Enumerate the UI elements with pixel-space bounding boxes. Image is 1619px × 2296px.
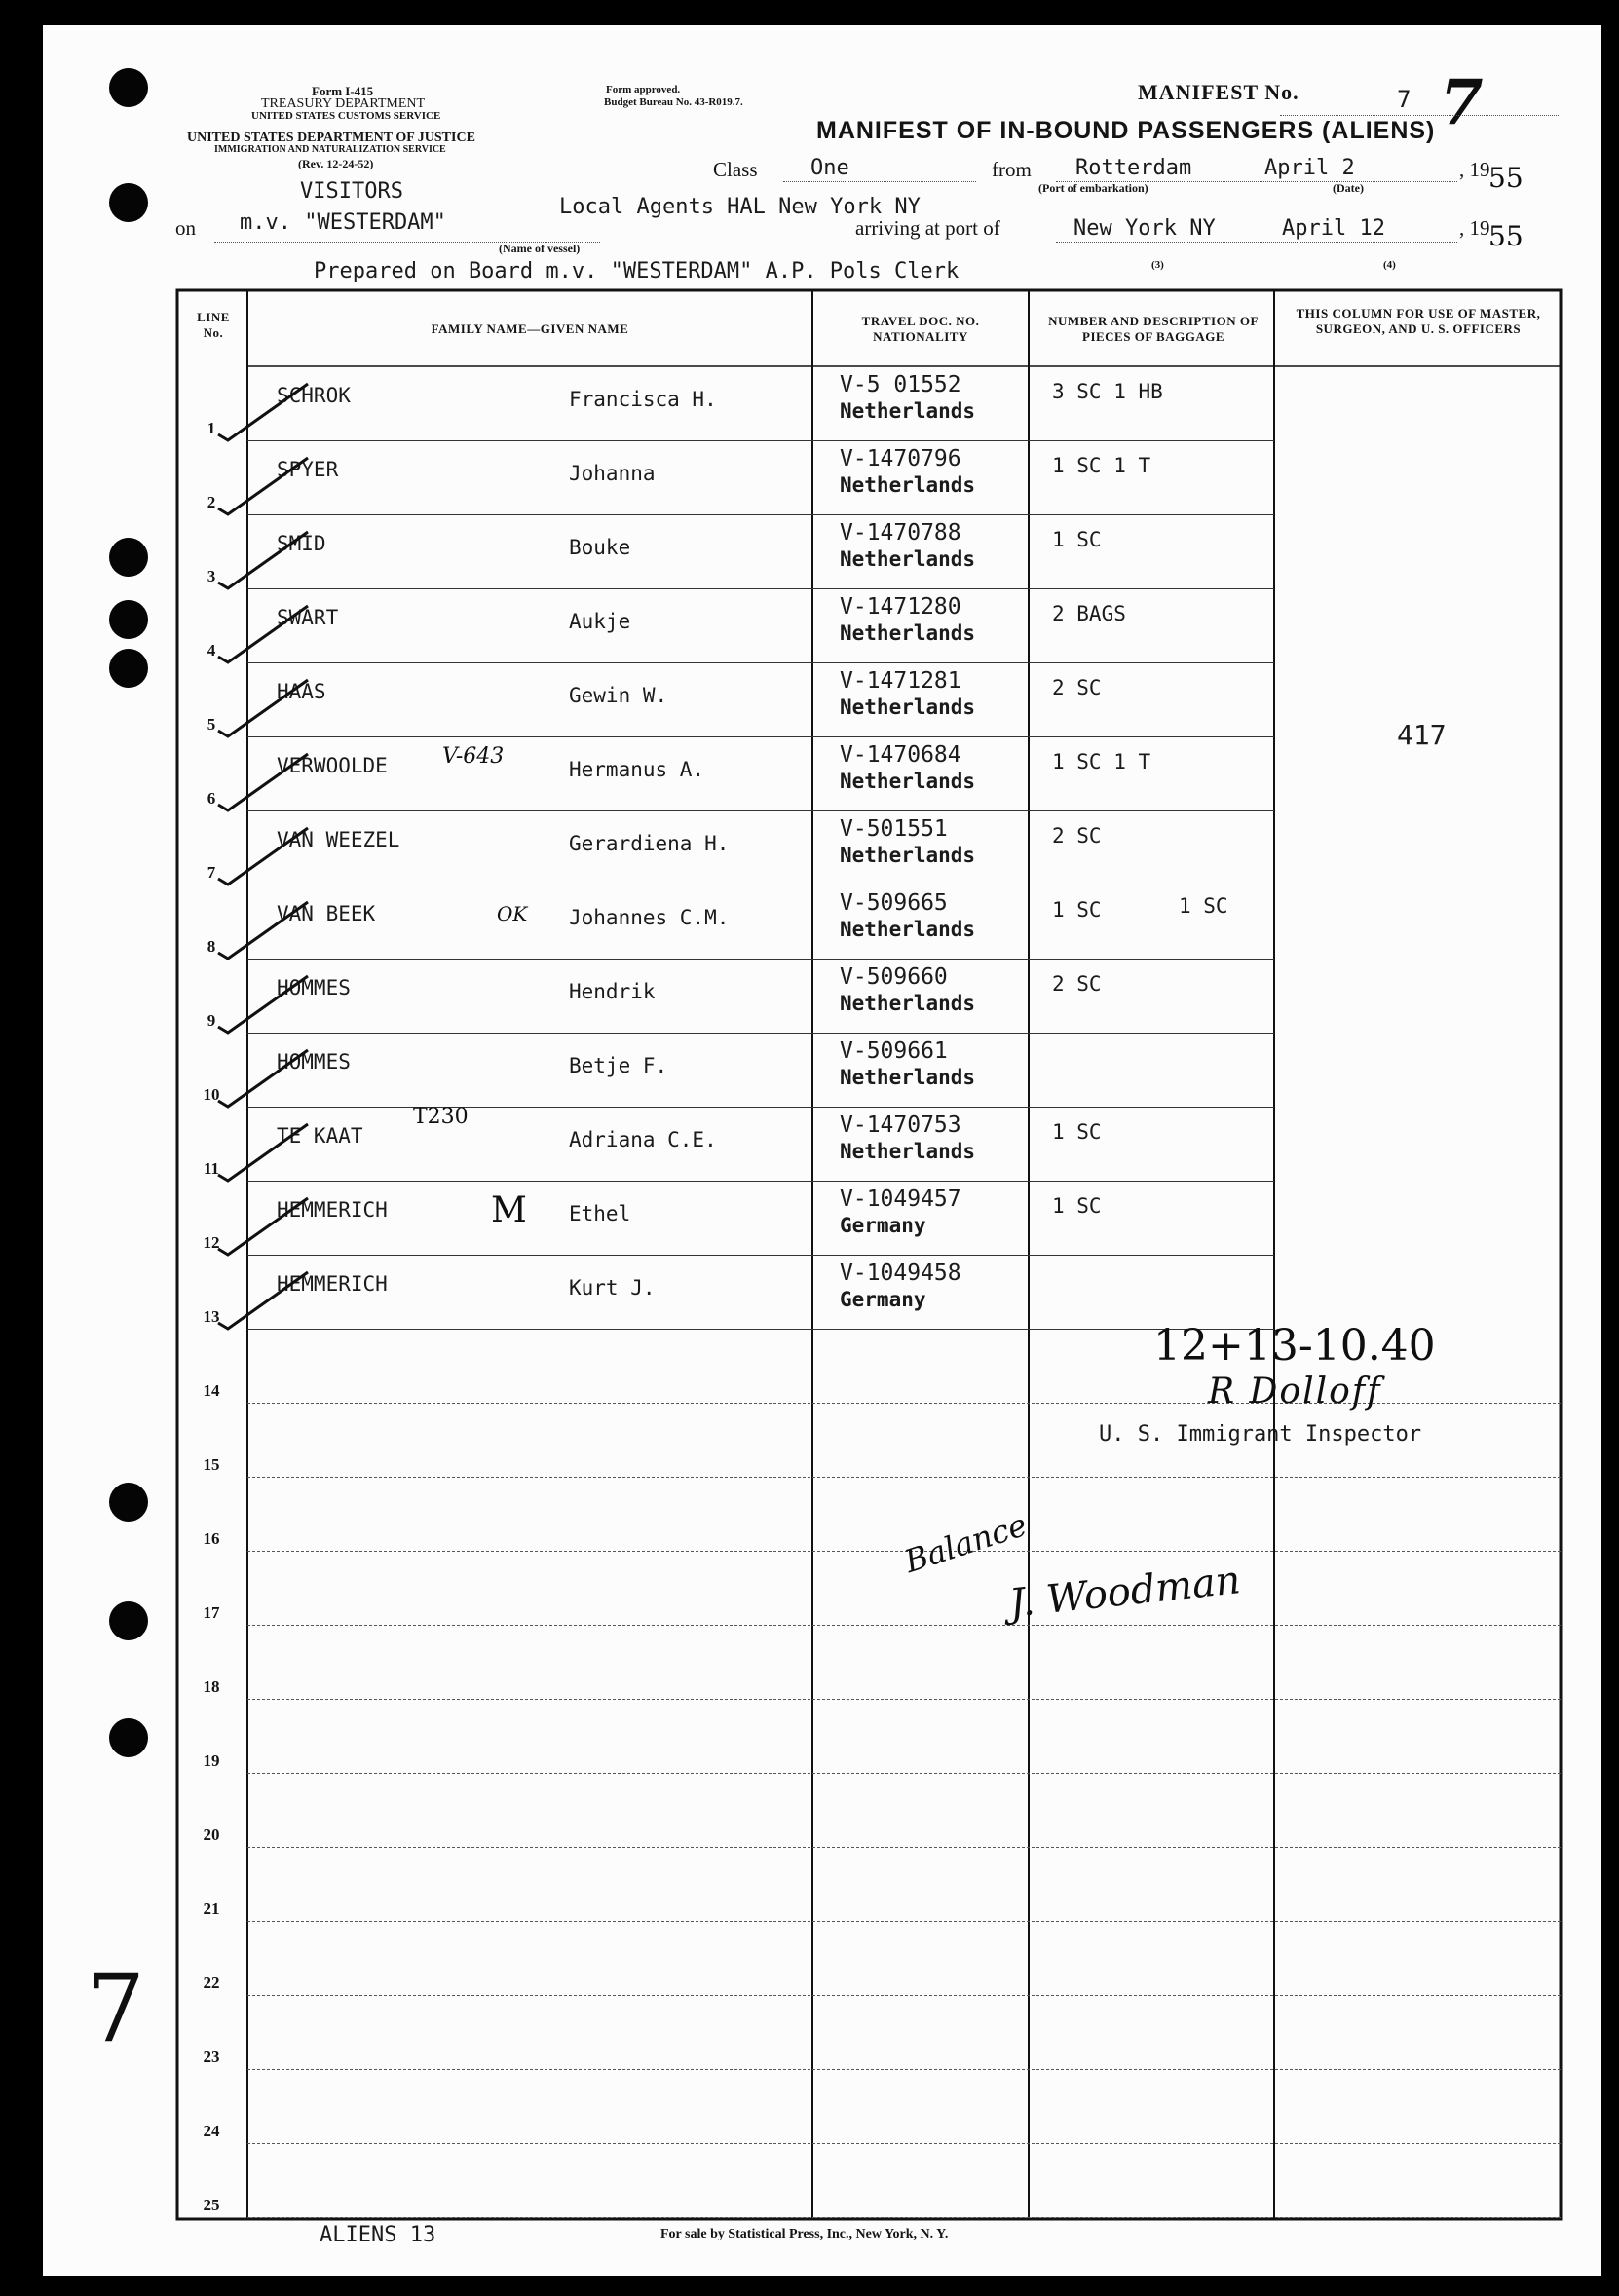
header-name: FAMILY NAME—GIVEN NAME: [431, 321, 629, 336]
given-name: Adriana C.E.: [569, 1128, 717, 1151]
inspection-time: 12+13-10.40: [1153, 1321, 1436, 1371]
family-name: VERWOOLDE: [277, 754, 388, 777]
aliens-count: ALIENS 13: [320, 2223, 436, 2247]
line-number: 20: [203, 1826, 220, 1844]
travel-doc-number: V-501551: [840, 816, 948, 842]
baggage: 3 SC 1 HB: [1052, 380, 1163, 403]
line-number: 6: [207, 789, 216, 808]
empty-row: [43, 1847, 1601, 1921]
travel-doc-number: V-509665: [840, 890, 948, 916]
check-mark-icon: [214, 1264, 331, 1333]
travel-doc-number: V-1470788: [840, 520, 961, 546]
line-number: 22: [203, 1974, 220, 1992]
travel-doc-number: V-1470684: [840, 742, 961, 768]
travel-doc-number: V-1049457: [840, 1186, 961, 1212]
prepared-on-board: Prepared on Board m.v. "WESTERDAM" A.P. Pols Clerk: [314, 259, 960, 283]
travel-doc-number: V-1470796: [840, 446, 961, 471]
inspector-signature: R Dolloff: [1208, 1372, 1382, 1411]
from-label: from: [992, 158, 1032, 181]
column-note-3: (3): [1151, 259, 1164, 271]
passenger-row: [43, 1107, 1601, 1181]
nationality: Germany: [840, 1288, 926, 1311]
officer-count: 417: [1397, 719, 1447, 751]
given-name: Gewin W.: [569, 684, 668, 707]
line-number: 25: [203, 2196, 220, 2214]
baggage: 1 SC: [1052, 1194, 1102, 1218]
arrival-port: New York NY: [1073, 216, 1216, 241]
empty-row: [43, 1699, 1601, 1773]
passenger-row: [43, 1181, 1601, 1255]
line-number: 10: [203, 1085, 220, 1104]
nationality: Netherlands: [840, 399, 976, 423]
family-name: HEMMERICH: [277, 1272, 388, 1296]
header-travel-doc: TRAVEL DOC. NO. NATIONALITY: [861, 314, 980, 344]
vessel-note: (Name of vessel): [499, 242, 581, 255]
manifest-number: 7: [1397, 86, 1412, 113]
check-mark-icon: [214, 894, 331, 962]
empty-row: [43, 1921, 1601, 1995]
manifest-page: [43, 25, 1601, 2276]
hemmerich-note: M: [491, 1190, 527, 1230]
travel-doc-number: V-1049458: [840, 1261, 961, 1286]
check-mark-icon: [214, 1042, 331, 1110]
check-mark-icon: [214, 1116, 331, 1185]
line-number: 5: [207, 715, 216, 734]
given-name: Gerardiena H.: [569, 832, 730, 855]
passenger-row: [43, 885, 1601, 959]
haas-note: V-643: [442, 744, 505, 769]
nationality: Germany: [840, 1214, 926, 1237]
line-number: 21: [203, 1900, 220, 1918]
header-officers: THIS COLUMN FOR USE OF MASTER, SURGEON, AND U. S. OFFICERS: [1296, 306, 1541, 336]
baggage: 2 SC: [1052, 676, 1102, 699]
van-beek-note: OK: [497, 902, 528, 925]
manifest-number-handwritten: 7: [1440, 66, 1484, 139]
nationality: Netherlands: [840, 473, 976, 497]
manifest-number-label: MANIFEST No.: [1138, 80, 1299, 104]
nationality: Netherlands: [840, 1140, 976, 1163]
class-label: Class: [713, 158, 758, 181]
family-name: HEMMERICH: [277, 1198, 388, 1222]
family-name: TE KAAT: [277, 1124, 363, 1148]
line-number: 14: [203, 1381, 220, 1400]
empty-row: [43, 2143, 1601, 2217]
empty-row: [43, 1477, 1601, 1551]
class-value: One: [810, 156, 849, 180]
row-divider: [247, 2217, 1561, 2218]
form-number: Form I-415: [312, 84, 374, 98]
nationality: Netherlands: [840, 621, 976, 645]
header-baggage: NUMBER AND DESCRIPTION OF PIECES OF BAGGAGE: [1048, 314, 1259, 344]
arriving-label: arriving at port of: [855, 216, 1000, 240]
empty-row: [43, 1551, 1601, 1625]
line-number: 9: [207, 1011, 216, 1030]
passenger-row: [43, 1033, 1601, 1107]
passenger-row: [43, 736, 1601, 810]
family-name: VAN WEEZEL: [277, 828, 400, 851]
travel-doc-number: V-509661: [840, 1038, 948, 1064]
arrival-year-prefix: , 19: [1459, 216, 1490, 240]
justice-department: UNITED STATES DEPARTMENT OF JUSTICE: [187, 131, 475, 145]
travel-doc-number: V-1470753: [840, 1112, 961, 1138]
passenger-row: [43, 440, 1601, 514]
check-mark-icon: [214, 450, 331, 518]
empty-row: [43, 1625, 1601, 1699]
family-name: HAAS: [277, 680, 326, 703]
embark-note: (Port of embarkation): [1038, 181, 1148, 195]
line-number: 15: [203, 1455, 220, 1474]
budget-bureau: Budget Bureau No. 43-R019.7.: [604, 96, 743, 108]
check-mark-icon: [214, 1190, 331, 1259]
baggage: 1 SC: [1052, 528, 1102, 551]
family-name: VAN BEEK: [277, 902, 376, 925]
baggage: 2 SC: [1052, 972, 1102, 996]
baggage: 1 SC 1 T: [1052, 454, 1151, 477]
line-number: 17: [203, 1603, 220, 1622]
check-mark-icon: [214, 598, 331, 666]
on-label: on: [175, 216, 196, 240]
baggage: 1 SC 1 T: [1052, 750, 1151, 773]
baggage-extra: 1 SC: [1179, 894, 1228, 918]
balance-note: Balance: [900, 1506, 1032, 1581]
line-number: 18: [203, 1677, 220, 1696]
customs-service: UNITED STATES CUSTOMS SERVICE: [251, 110, 441, 122]
given-name: Hermanus A.: [569, 758, 705, 781]
given-name: Hendrik: [569, 980, 656, 1003]
column-note-4: (4): [1383, 259, 1396, 271]
line-number: 1: [207, 419, 216, 437]
travel-doc-number: V-5 01552: [840, 372, 961, 397]
family-name: SPYER: [277, 458, 339, 481]
baggage: 2 SC: [1052, 824, 1102, 847]
line-number: 8: [207, 937, 216, 956]
travel-doc-number: V-509660: [840, 964, 948, 990]
margin-mark: 7: [86, 1954, 146, 2063]
baggage: 2 BAGS: [1052, 602, 1126, 625]
line-number: 24: [203, 2122, 220, 2140]
nationality: Netherlands: [840, 1066, 976, 1089]
embark-port: Rotterdam: [1075, 156, 1192, 180]
check-mark-icon: [214, 746, 331, 814]
given-name: Ethel: [569, 1202, 631, 1225]
revision-date: (Rev. 12-24-52): [298, 157, 374, 170]
nationality: Netherlands: [840, 992, 976, 1015]
date-note: (Date): [1333, 181, 1364, 195]
line-number: 23: [203, 2048, 220, 2066]
check-mark-icon: [214, 376, 331, 444]
line-number: 13: [203, 1307, 220, 1326]
line-number: 2: [207, 493, 216, 511]
passenger-row: [43, 959, 1601, 1033]
passenger-row: [43, 514, 1601, 588]
given-name: Johanna: [569, 462, 656, 485]
check-mark-icon: [214, 820, 331, 888]
empty-row: [43, 2069, 1601, 2143]
given-name: Aukje: [569, 610, 631, 633]
passenger-row: [43, 810, 1601, 885]
nationality: Netherlands: [840, 547, 976, 571]
empty-row: [43, 1773, 1601, 1847]
family-name: SCHROK: [277, 384, 351, 407]
form-approved: Form approved.: [606, 84, 681, 95]
baggage: 1 SC: [1052, 898, 1102, 922]
check-mark-icon: [214, 968, 331, 1036]
passenger-row: [43, 588, 1601, 662]
line-number: 11: [203, 1159, 220, 1178]
baggage: 1 SC: [1052, 1120, 1102, 1144]
check-mark-icon: [214, 672, 331, 740]
family-name: HOMMES: [277, 1050, 351, 1073]
travel-doc-number: V-1471281: [840, 668, 961, 694]
header-line-no: LINE No.: [197, 310, 230, 340]
nationality: Netherlands: [840, 918, 976, 941]
arrival-date: April 12: [1282, 216, 1385, 241]
line-number: 7: [207, 863, 216, 882]
inspector-title: U. S. Immigrant Inspector: [1099, 1422, 1422, 1447]
printer-note: For sale by Statistical Press, Inc., New York, N. Y.: [660, 2227, 949, 2241]
given-name: Betje F.: [569, 1054, 668, 1077]
travel-doc-number: V-1471280: [840, 594, 961, 620]
year-prefix: , 19: [1459, 158, 1490, 181]
passenger-row: [43, 366, 1601, 440]
nationality: Netherlands: [840, 770, 976, 793]
given-name: Johannes C.M.: [569, 906, 730, 929]
family-name: SWART: [277, 606, 339, 629]
embark-year: 55: [1488, 162, 1524, 194]
nationality: Netherlands: [840, 696, 976, 719]
line-number: 3: [207, 567, 216, 585]
line-number: 19: [203, 1751, 220, 1770]
line-number: 4: [207, 641, 216, 659]
manifest-title: MANIFEST OF IN-BOUND PASSENGERS (ALIENS): [816, 117, 1436, 144]
immigration-service: IMMIGRATION AND NATURALIZATION SERVICE: [214, 144, 446, 155]
family-name: HOMMES: [277, 976, 351, 999]
check-mark-icon: [214, 524, 331, 592]
passenger-row: [43, 662, 1601, 736]
arrival-year: 55: [1488, 220, 1524, 252]
te-kaat-note: T230: [413, 1105, 469, 1129]
embark-date: April 2: [1264, 156, 1355, 180]
line-number: 12: [203, 1233, 220, 1252]
vessel-name: m.v. "WESTERDAM": [240, 210, 446, 235]
nationality: Netherlands: [840, 844, 976, 867]
given-name: Francisca H.: [569, 388, 717, 411]
family-name: SMID: [277, 532, 326, 555]
treasury-department: TREASURY DEPARTMENT: [261, 96, 426, 111]
given-name: Kurt J.: [569, 1276, 656, 1299]
passenger-row: [43, 1255, 1601, 1329]
line-number: 16: [203, 1529, 220, 1548]
empty-row: [43, 1995, 1601, 2069]
given-name: Bouke: [569, 536, 631, 559]
visitors-label: VISITORS: [300, 179, 403, 204]
local-agents: Local Agents HAL New York NY: [559, 195, 921, 219]
second-signature: J. Woodman: [1007, 1558, 1243, 1627]
